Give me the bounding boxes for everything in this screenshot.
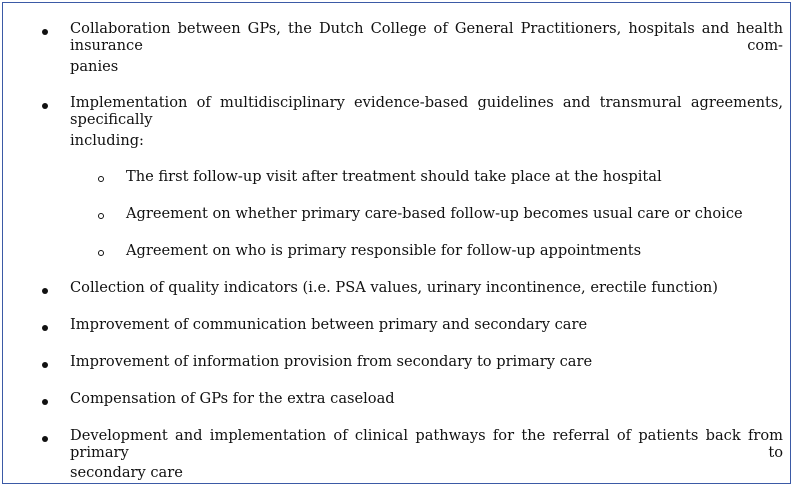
circle-bullet-icon [98,250,104,256]
list-item-text: Development and implementation of clinical pathways for the referral of patients back from primary to [70,427,783,461]
sub-list-item: Agreement on who is primary responsible for follow-up appointments [126,242,642,259]
bullet-icon [42,436,48,442]
bullet-icon [42,103,48,109]
bullet-icon [42,325,48,331]
bullet-icon [42,399,48,405]
bullet-icon [42,362,48,368]
circle-bullet-icon [98,213,104,219]
list-item-text: Compensation of GPs for the extra caseload [70,390,395,407]
list-item-text: Implementation of multidisciplinary evidence-based guidelines and transmural agreements, specifically [70,94,783,128]
list-item-text-continued: panies [70,58,119,75]
sub-list-item: The first follow-up visit after treatment should take place at the hospital [126,168,662,185]
bullet-icon [42,288,48,294]
circle-bullet-icon [98,176,104,182]
list-item-text: Improvement of communication between primary and secondary care [70,316,588,333]
list-item-text-continued: including: [70,132,144,149]
list-item-text: Improvement of information provision from secondary to primary care [70,353,593,370]
recommendations-box [2,2,791,484]
bullet-icon [42,29,48,35]
list-item-text-continued: secondary care [70,464,183,481]
sub-list-item: Agreement on whether primary care-based follow-up becomes usual care or choice [126,205,743,222]
list-item-text: Collaboration between GPs, the Dutch College of General Practitioners, hospitals and health insurance com- [70,20,783,54]
list-item-text: Collection of quality indicators (i.e. PSA values, urinary incontinence, erectile function) [70,279,718,296]
